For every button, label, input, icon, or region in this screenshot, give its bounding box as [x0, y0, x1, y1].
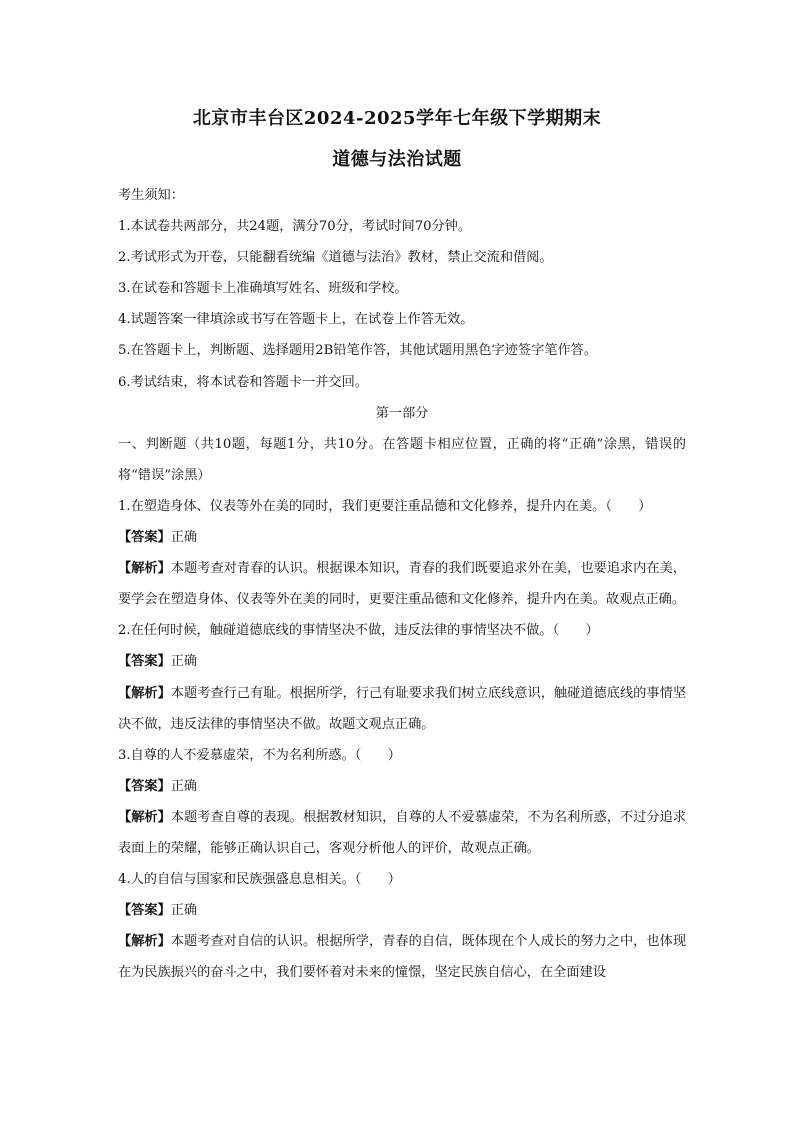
analysis-row	[118, 926, 686, 988]
answer-row	[118, 646, 686, 677]
analysis-label: 【解析】	[118, 685, 171, 701]
analysis-row	[118, 802, 686, 864]
notice-item: 5.在答题卡上，判断题、选择题用2B铅笔作答，其他试题用黑色字迹签字笔作答。	[118, 343, 598, 359]
question-text: 2.在任何时候，触碰道德底线的事情坚决不做，违反法律的事情坚决不做。（ ）	[118, 623, 599, 639]
answer-label: 【答案】	[118, 530, 171, 546]
notice-heading: 考生须知：	[118, 188, 184, 203]
analysis-label: 【解析】	[118, 561, 171, 577]
answer-label: 【答案】	[118, 778, 171, 794]
answer-label: 【答案】	[118, 903, 171, 919]
part-heading: 第一部分	[375, 405, 429, 421]
notice-item: 3.在试卷和答题卡上准确填写姓名、班级和学校。	[118, 281, 408, 297]
document-subtitle: 道德与法治试题	[332, 149, 462, 170]
answer-value: 正确	[170, 778, 198, 794]
answer-value: 正确	[170, 530, 198, 546]
question-text: 3.自尊的人不爱慕虚荣，不为名利所惑。（ ）	[118, 747, 401, 763]
question-text: 1.在塑造身体、仪表等外在美的同时，我们更要注重品德和文化修养，提升内在美。（ ）	[118, 498, 652, 514]
analysis-text: 本题考查对青春的认识。根据课本知识，青春的我们既要追求外在美，也要追求内在美，要学会在塑造身体、仪表等外在美的同时，更要注重品德和文化修养，提升内在美。故观点正确。	[118, 561, 687, 608]
answer-row	[118, 771, 686, 802]
document-body	[118, 180, 686, 988]
analysis-row	[118, 553, 686, 615]
question-text: 4.人的自信与国家和民族强盛息息相关。（ ）	[118, 872, 401, 888]
answer-row	[118, 895, 686, 926]
analysis-text: 本题考查行己有耻。根据所学，行己有耻要求我们树立底线意识，触碰道德底线的事情坚决不做，违反法律的事情坚决不做。故题文观点正确。	[118, 685, 687, 732]
analysis-label: 【解析】	[118, 934, 171, 950]
notice-item: 4.试题答案一律填涂或书写在答题卡上，在试卷上作答无效。	[118, 312, 474, 328]
section-intro: 一、判断题（共10题，每题1分，共10分。在答题卡相应位置，正确的将“正确”涂黑，错误的将“错误”涂黑）	[118, 436, 686, 483]
notice-item: 2.考试形式为开卷，只能翻看统编《道德与法治》教材，禁止交流和借阅。	[118, 250, 553, 266]
analysis-text: 本题考查对自信的认识。根据所学，青春的自信，既体现在个人成长的努力之中，也体现在为民族振兴的奋斗之中，我们要怀着对未来的憧憬，坚定民族自信心，在全面建设	[118, 934, 687, 981]
document-title: 北京市丰台区2024-2025学年七年级下学期期末	[192, 108, 602, 129]
analysis-label: 【解析】	[118, 809, 171, 825]
answer-row	[118, 522, 686, 553]
analysis-row	[118, 678, 686, 740]
notice-item: 6.考试结束，将本试卷和答题卡一并交回。	[118, 374, 368, 390]
notice-item: 1.本试卷共两部分，共24题，满分70分，考试时间70分钟。	[118, 219, 472, 235]
answer-value: 正确	[170, 903, 198, 919]
answer-value: 正确	[170, 654, 198, 670]
analysis-text: 本题考查自尊的表现。根据教材知识，自尊的人不爱慕虚荣，不为名利所惑，不过分追求表面上的荣耀，能够正确认识自己，客观分析他人的评价，故观点正确。	[118, 809, 687, 856]
answer-label: 【答案】	[118, 654, 171, 670]
